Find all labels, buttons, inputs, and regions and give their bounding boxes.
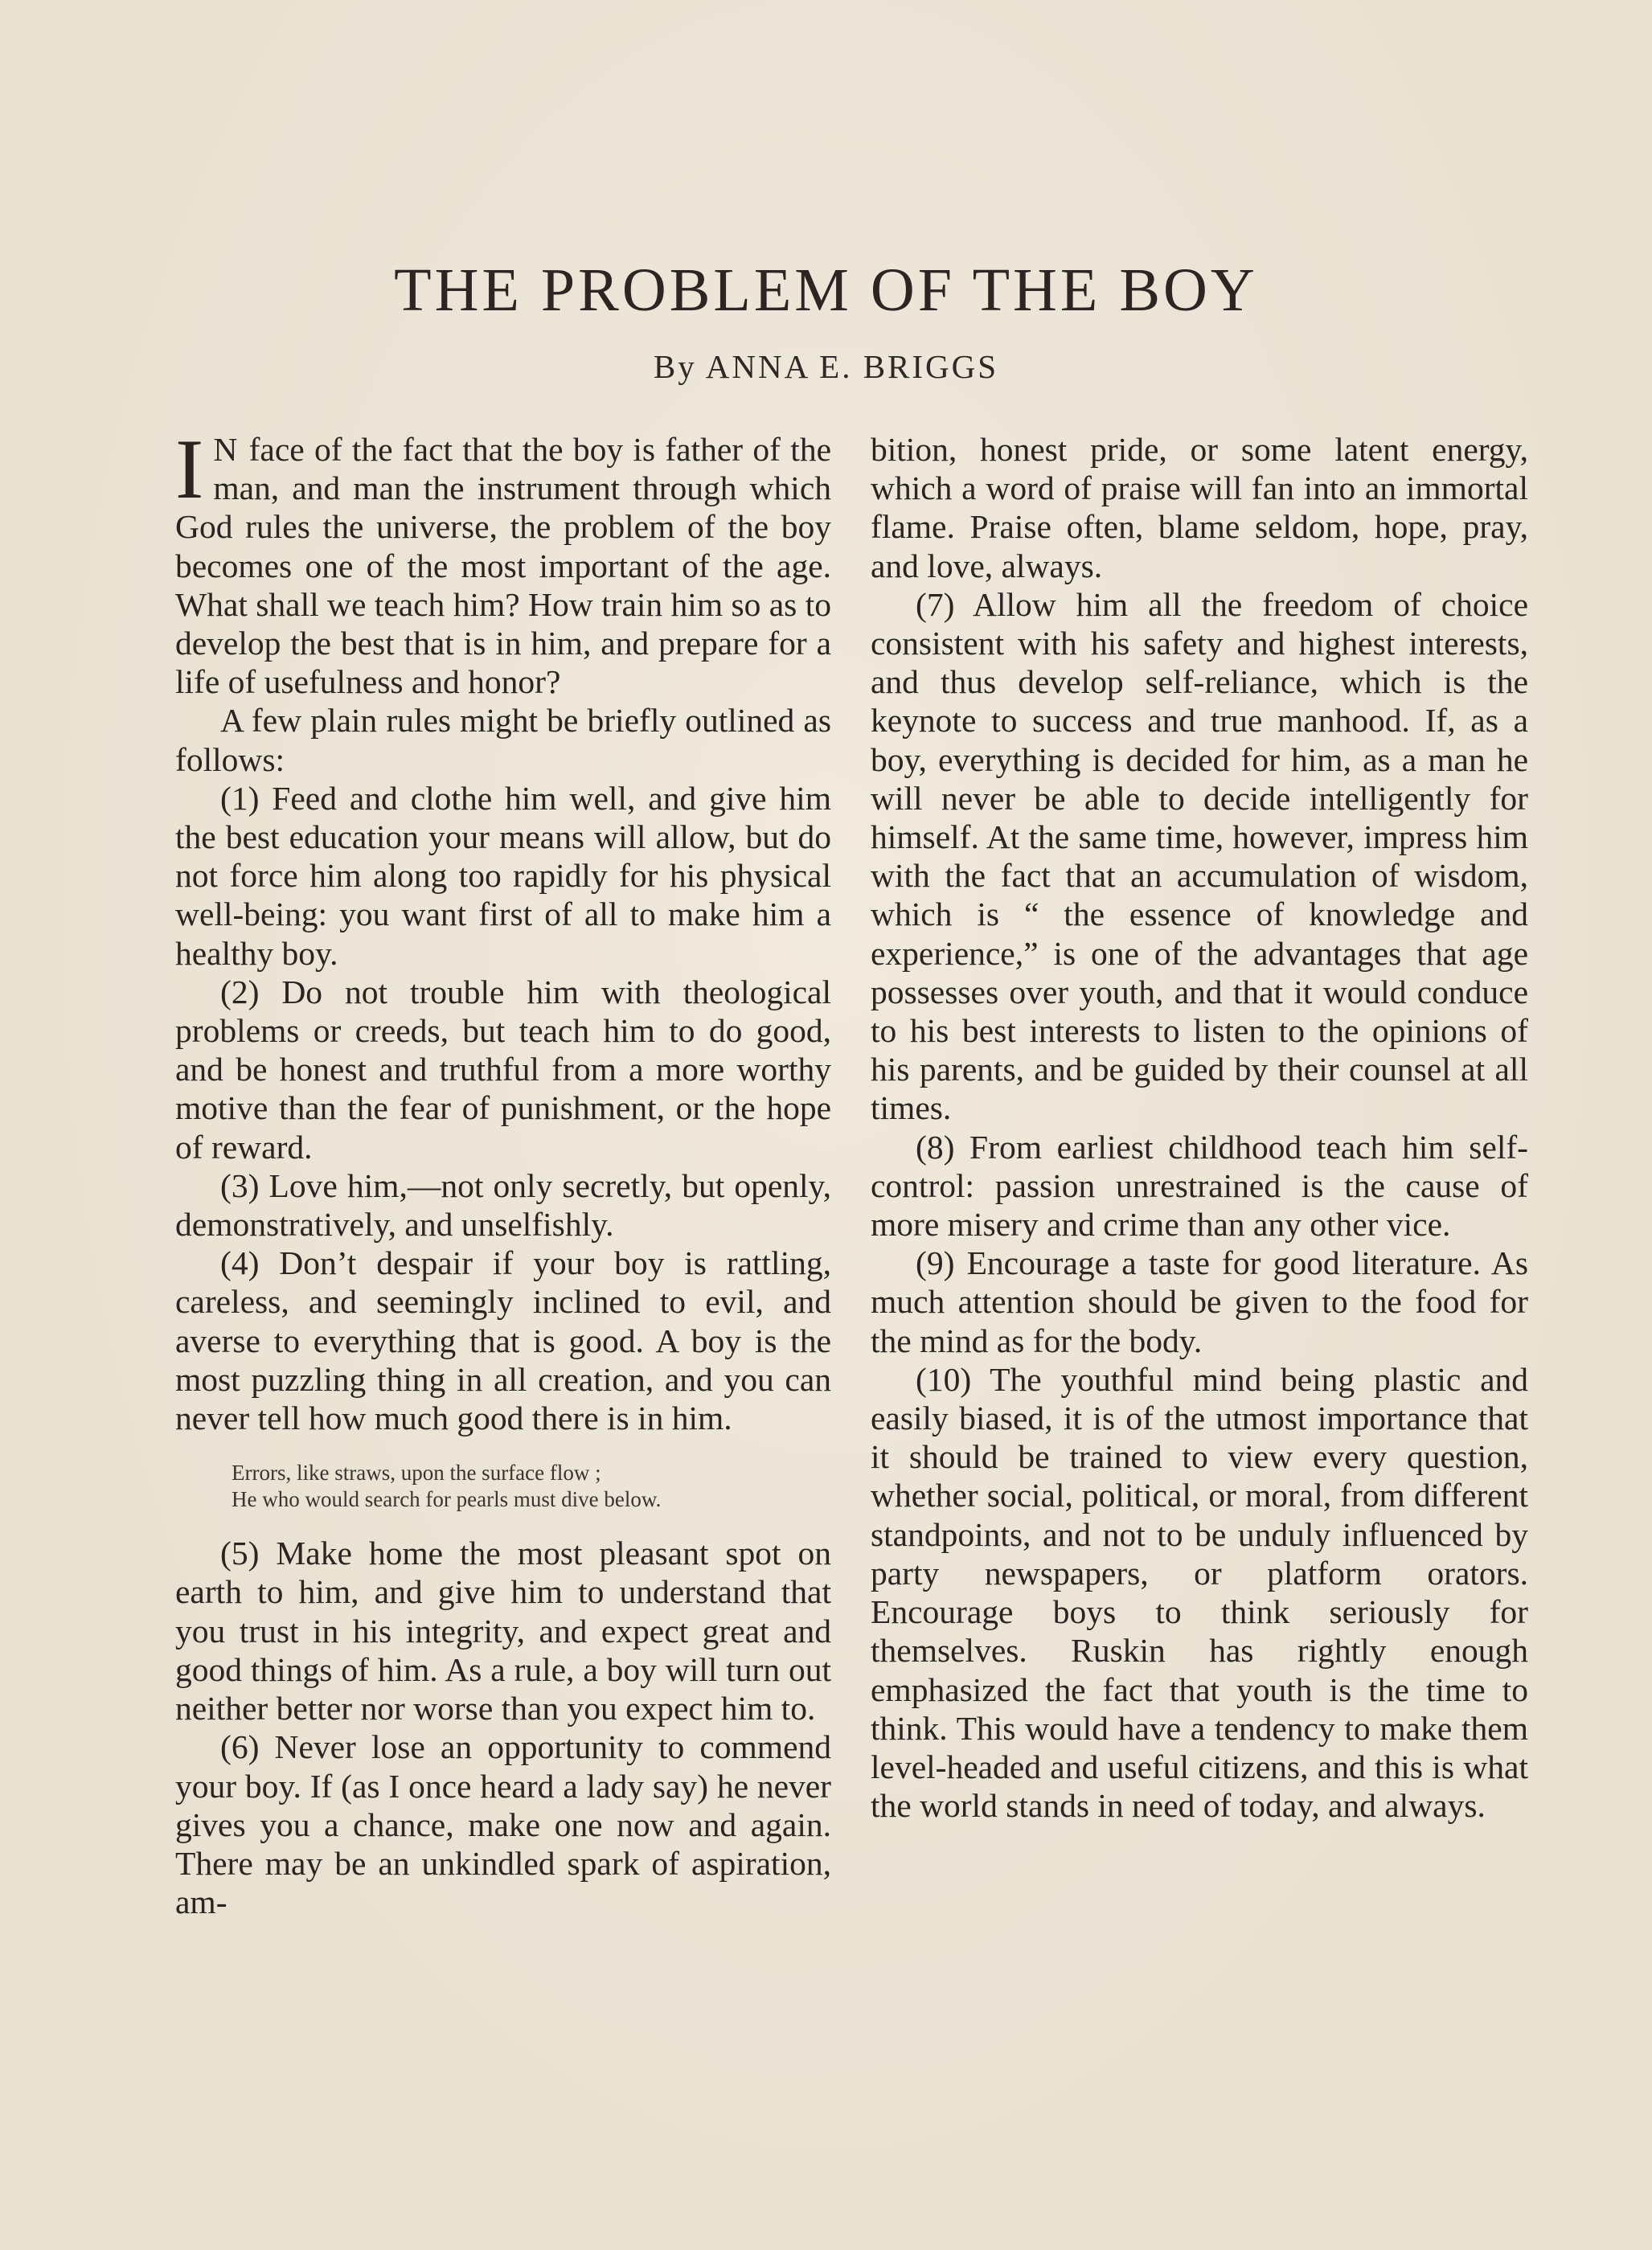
rule-1-paragraph: (1) Feed and clothe him well, and give him the best education your means will allow, but do not force him along too rapidly for his physical well-being: you want first of all to make him a healthy boy. [175,779,831,972]
intro-first-word: N [213,431,240,468]
rule-10-paragraph: (10) The youthful mind being plastic and easily biased, it is of the utmost importance that it should be trained to view every question, whether social, political, or moral, from different standpoints, and not to be unduly influenced by party newspapers, or platform orators. Encourage boys to think seriously for themselves. Ruskin has rightly enough emphasized the fact that youth is the time to think. This would have a tendency to make them level-headed and useful citizens, and this is what the world stands in need of today, and always. [871,1360,1528,1825]
verse-quote [232,1460,831,1513]
rule-2-paragraph: (2) Do not trouble him with theological problems or creeds, but teach him to do good, and be honest and truthful from a more worthy motive than the fear of punishment, or the hope of reward. [175,973,831,1166]
rule-5-paragraph: (5) Make home the most pleasant spot on earth to him, and give him to understand that you trust in his integrity, and expect great and good things of him. As a rule, a boy will turn out neither better nor worse than you expect him to. [175,1535,831,1727]
rule-4-paragraph: (4) Don’t despair if your boy is rattling, careless, and seemingly inclined to evil, and averse to everything that is good. A boy is the most puzzling thing in all creation, and you can never tell how much good there is in him. [175,1244,831,1437]
article-title: THE PROBLEM OF THE BOY [394,256,1258,324]
outline-paragraph: A few plain rules might be briefly outlined as follows: [175,702,831,778]
drop-cap: I [175,422,204,516]
verse-line-2: He who would search for pearls must dive below. [232,1487,662,1512]
article-byline: By ANNA E. BRIGGS [653,348,999,385]
verse-line-1: Errors, like straws, upon the surface flow ; [232,1461,601,1486]
right-column [871,430,1528,1825]
rule-9-paragraph: (9) Encourage a taste for good literature. As much attention should be given to the food for the mind as for the body. [871,1244,1528,1359]
left-column [175,422,831,1921]
intro-text: face of the fact that the boy is father of the man, and man the instrument through which God rules the universe, the problem of the boy becomes one of the most important of the age. What shall we teach him? How train him so as to develop the best that is in him, and prepare for a life of usefulness and honor? [175,431,831,701]
rule-6-paragraph-end: bition, honest pride, or some latent energy, which a word of praise will fan into an immortal flame. Praise often, blame seldom, hope, pray, and love, always. [871,431,1528,584]
rule-7-paragraph: (7) Allow him all the freedom of choice consistent with his safety and highest interests, and thus develop self-reliance, which is the keynote to success and true manhood. If, as a boy, everything is decided for him, as a man he will never be able to decide intelligently for himself. At the same time, however, impress him with the fact that an accumulation of wisdom, which is “ the essence of knowledge and experience,” is one of the advantages that age possesses over youth, and that it would conduce to his best interests to listen to the opinions of his parents, and be guided by their counsel at all times. [871,585,1528,1127]
rule-6-paragraph-start: (6) Never lose an opportunity to commend your boy. If (as I once heard a lady say) he never gives you a chance, make one now and again. There may be an unkindled spark of aspiration, am- [175,1728,831,1921]
rule-3-paragraph: (3) Love him,—not only secretly, but openly, demonstratively, and unselfishly. [175,1166,831,1244]
intro-paragraph [175,422,831,701]
rule-8-paragraph: (8) From earliest childhood teach him self-control: passion unrestrained is the cause of more misery and crime than any other vice. [871,1128,1528,1244]
